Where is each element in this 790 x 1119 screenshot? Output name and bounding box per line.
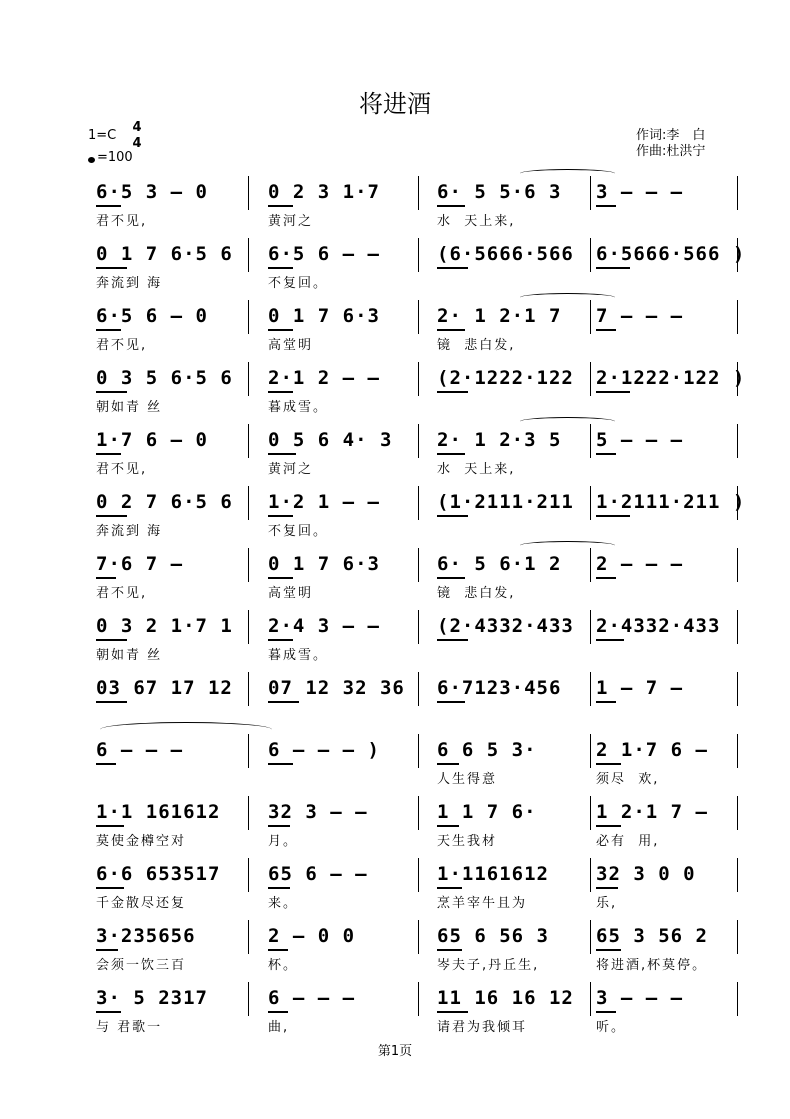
- composer: 作曲:杜洪宁: [636, 144, 706, 159]
- measure-lyrics: 镜 悲白发,: [437, 338, 516, 353]
- measure-lyrics: 水 天上来,: [437, 462, 516, 477]
- measure-lyrics: 烹羊宰牛且为: [437, 896, 528, 911]
- measure-notes: 2 – – –: [596, 553, 684, 575]
- beam-underline: [596, 515, 630, 517]
- key-signature: 1=C: [88, 128, 117, 143]
- measure-notes: 6 – – – ): [268, 739, 380, 761]
- measure-notes: 2·4332·433: [596, 615, 721, 637]
- measure-notes: 0 2 3 1·7: [268, 181, 380, 203]
- barline: [248, 424, 249, 458]
- barline: [737, 858, 738, 892]
- measure-notes: 1·2 1 – –: [268, 491, 380, 513]
- barline: [418, 362, 419, 396]
- tie-arc: [520, 293, 615, 302]
- staff-row: [0, 610, 790, 672]
- barline: [248, 486, 249, 520]
- beam-underline: [437, 1011, 468, 1013]
- measure-notes: 1 – 7 –: [596, 677, 684, 699]
- beam-underline: [596, 205, 616, 207]
- barline: [590, 424, 591, 458]
- staff-row: [0, 176, 790, 238]
- beam-underline: [96, 329, 121, 331]
- staff-row: [0, 300, 790, 362]
- staff-row: [0, 486, 790, 548]
- measure-notes: 6·5 6 – –: [268, 243, 380, 265]
- measure-notes: 6·5666·566 ): [596, 243, 746, 265]
- measure-notes: 32 3 – –: [268, 801, 368, 823]
- measure-notes: 6·5 6 – 0: [96, 305, 208, 327]
- barline: [737, 672, 738, 706]
- beam-underline: [437, 205, 465, 207]
- measure-lyrics: 不复回。: [268, 276, 329, 291]
- measure-notes: 0 3 5 6·5 6: [96, 367, 233, 389]
- measure-notes: 1·1161612: [437, 863, 549, 885]
- barline: [418, 176, 419, 210]
- barline: [590, 796, 591, 830]
- barline: [737, 610, 738, 644]
- measure-lyrics: 奔流到 海: [96, 524, 163, 539]
- measure-notes: 2·1 2 – –: [268, 367, 380, 389]
- beam-underline: [96, 1011, 121, 1013]
- beam-underline: [268, 887, 290, 889]
- beam-underline: [268, 267, 293, 269]
- beam-underline: [96, 453, 121, 455]
- measure-notes: 0 1 7 6·3: [268, 305, 380, 327]
- beam-underline: [437, 515, 468, 517]
- barline: [248, 238, 249, 272]
- barline: [248, 672, 249, 706]
- measure-notes: 1·2111·211 ): [596, 491, 746, 513]
- barline: [248, 610, 249, 644]
- beam-underline: [596, 639, 624, 641]
- staff-row: [0, 424, 790, 486]
- staff-row: [0, 858, 790, 920]
- measure-notes: 0 1 7 6·5 6: [96, 243, 233, 265]
- measure-notes: 1·7 6 – 0: [96, 429, 208, 451]
- measure-lyrics: 须尽 欢,: [596, 772, 660, 787]
- beam-underline: [96, 763, 116, 765]
- barline: [248, 548, 249, 582]
- tempo-value: =100: [97, 150, 133, 165]
- beam-underline: [268, 1011, 288, 1013]
- meter-top: 4: [132, 120, 142, 135]
- beam-underline: [96, 639, 127, 641]
- tie-arc: [100, 722, 272, 737]
- measure-lyrics: 镜 悲白发,: [437, 586, 516, 601]
- barline: [418, 734, 419, 768]
- beam-underline: [596, 453, 616, 455]
- barline: [248, 858, 249, 892]
- measure-notes: 6 – – –: [268, 987, 356, 1009]
- barline: [590, 672, 591, 706]
- barline: [590, 176, 591, 210]
- barline: [737, 300, 738, 334]
- staff-row: [0, 734, 790, 796]
- barline: [590, 610, 591, 644]
- beam-underline: [437, 763, 459, 765]
- beam-underline: [268, 453, 296, 455]
- measure-lyrics: 暮成雪。: [268, 400, 329, 415]
- measure-lyrics: 君不见,: [96, 338, 148, 353]
- beam-underline: [96, 577, 116, 579]
- beam-underline: [437, 701, 465, 703]
- song-title: 将进酒: [359, 90, 431, 118]
- measure-notes: 7 – – –: [596, 305, 684, 327]
- measure-notes: 0 1 7 6·3: [268, 553, 380, 575]
- staff-row: [0, 796, 790, 858]
- barline: [737, 548, 738, 582]
- barline: [418, 548, 419, 582]
- beam-underline: [596, 267, 630, 269]
- measure-lyrics: 乐,: [596, 896, 618, 911]
- barline: [737, 734, 738, 768]
- measure-lyrics: 朝如青 丝: [96, 648, 163, 663]
- page-number: 第1页: [377, 1044, 413, 1059]
- measure-notes: (6·5666·566: [437, 243, 574, 265]
- beam-underline: [437, 949, 462, 951]
- measure-notes: 1·1 161612: [96, 801, 221, 823]
- tie-arc: [520, 417, 615, 426]
- beam-underline: [268, 515, 293, 517]
- measure-notes: 6·5 3 – 0: [96, 181, 208, 203]
- beam-underline: [96, 515, 127, 517]
- beam-underline: [437, 391, 468, 393]
- barline: [418, 982, 419, 1016]
- measure-notes: (2·4332·433: [437, 615, 574, 637]
- beam-underline: [96, 701, 127, 703]
- measure-notes: 65 3 56 2: [596, 925, 708, 947]
- measure-notes: 11 16 16 12: [437, 987, 574, 1009]
- measure-lyrics: 黄河之: [268, 214, 314, 229]
- barline: [248, 300, 249, 334]
- beam-underline: [437, 639, 468, 641]
- measure-notes: 2 – 0 0: [268, 925, 356, 947]
- barline: [418, 920, 419, 954]
- barline: [590, 858, 591, 892]
- beam-underline: [268, 577, 293, 579]
- beam-underline: [268, 763, 293, 765]
- measure-lyrics: 不复回。: [268, 524, 329, 539]
- barline: [418, 424, 419, 458]
- measure-lyrics: 人生得意: [437, 772, 498, 787]
- beam-underline: [437, 577, 465, 579]
- measure-lyrics: 朝如青 丝: [96, 400, 163, 415]
- beam-underline: [437, 453, 465, 455]
- beam-underline: [96, 887, 124, 889]
- barline: [737, 982, 738, 1016]
- tempo-marking: [88, 150, 133, 165]
- barline: [418, 858, 419, 892]
- measure-notes: (2·1222·122: [437, 367, 574, 389]
- staff-row: [0, 920, 790, 982]
- measure-notes: 0 3 2 1·7 1: [96, 615, 233, 637]
- beam-underline: [268, 329, 293, 331]
- beam-underline: [596, 701, 616, 703]
- barline: [737, 176, 738, 210]
- measure-notes: 6· 5 6·1 2: [437, 553, 562, 575]
- beam-underline: [96, 825, 124, 827]
- measure-lyrics: 君不见,: [96, 586, 148, 601]
- tie-arc: [520, 541, 615, 550]
- measure-notes: 65 6 56 3: [437, 925, 549, 947]
- measure-lyrics: 水 天上来,: [437, 214, 516, 229]
- barline: [590, 982, 591, 1016]
- measure-notes: 2· 1 2·1 7: [437, 305, 562, 327]
- measure-lyrics: 曲,: [268, 1020, 290, 1035]
- barline: [590, 300, 591, 334]
- barline: [248, 176, 249, 210]
- barline: [737, 424, 738, 458]
- measure-lyrics: 必有 用,: [596, 834, 660, 849]
- barline: [737, 920, 738, 954]
- barline: [737, 796, 738, 830]
- measure-lyrics: 与 君歌一: [96, 1020, 163, 1035]
- measure-notes: 03 67 17 12: [96, 677, 233, 699]
- measure-notes: 6 6 5 3·: [437, 739, 537, 761]
- measure-lyrics: 莫使金樽空对: [96, 834, 187, 849]
- barline: [590, 486, 591, 520]
- measure-lyrics: 天生我材: [437, 834, 498, 849]
- measure-notes: 2·1222·122 ): [596, 367, 746, 389]
- beam-underline: [268, 639, 293, 641]
- measure-notes: 6· 5 5·6 3: [437, 181, 562, 203]
- measure-notes: 1 2·1 7 –: [596, 801, 708, 823]
- measure-lyrics: 暮成雪。: [268, 648, 329, 663]
- measure-notes: 5 – – –: [596, 429, 684, 451]
- beam-underline: [96, 205, 121, 207]
- beam-underline: [437, 329, 465, 331]
- beam-underline: [437, 887, 462, 889]
- measure-lyrics: 将进酒,杯莫停。: [596, 958, 708, 973]
- staff-row: [0, 238, 790, 300]
- beam-underline: [268, 701, 299, 703]
- measure-lyrics: 月。: [268, 834, 299, 849]
- measure-lyrics: 请君为我倾耳: [437, 1020, 528, 1035]
- measure-notes: 2· 1 2·3 5: [437, 429, 562, 451]
- credits: [636, 128, 705, 160]
- barline: [418, 486, 419, 520]
- beam-underline: [268, 391, 293, 393]
- barline: [248, 920, 249, 954]
- measure-notes: 6 – – –: [96, 739, 184, 761]
- measure-notes: 3 – – –: [596, 181, 684, 203]
- barline: [418, 610, 419, 644]
- barline: [248, 982, 249, 1016]
- measure-notes: 0 2 7 6·5 6: [96, 491, 233, 513]
- beam-underline: [596, 1011, 616, 1013]
- beam-underline: [596, 577, 616, 579]
- barline: [590, 548, 591, 582]
- measure-lyrics: 听。: [596, 1020, 627, 1035]
- barline: [418, 796, 419, 830]
- measure-notes: 2 1·7 6 –: [596, 739, 708, 761]
- measure-lyrics: 高堂明: [268, 586, 314, 601]
- barline: [418, 238, 419, 272]
- measure-notes: 65 6 – –: [268, 863, 368, 885]
- beam-underline: [596, 887, 618, 889]
- barline: [590, 734, 591, 768]
- staff-row: [0, 982, 790, 1044]
- measure-notes: 6·6 653517: [96, 863, 221, 885]
- measure-notes: 2·4 3 – –: [268, 615, 380, 637]
- measure-lyrics: 黄河之: [268, 462, 314, 477]
- measure-lyrics: 千金散尽还复: [96, 896, 187, 911]
- measure-notes: 1 1 7 6·: [437, 801, 537, 823]
- measure-notes: 3 – – –: [596, 987, 684, 1009]
- measure-notes: 3·235656: [96, 925, 196, 947]
- barline: [418, 672, 419, 706]
- measure-lyrics: 杯。: [268, 958, 299, 973]
- beam-underline: [596, 825, 621, 827]
- quarter-note-icon: [88, 157, 95, 163]
- measure-notes: 7·6 7 –: [96, 553, 184, 575]
- meter-bottom: 4: [132, 136, 142, 151]
- barline: [590, 920, 591, 954]
- measure-notes: 6·7123·456: [437, 677, 562, 699]
- measure-lyrics: 君不见,: [96, 214, 148, 229]
- barline: [248, 796, 249, 830]
- measure-lyrics: 岑夫子,丹丘生,: [437, 958, 540, 973]
- measure-lyrics: 高堂明: [268, 338, 314, 353]
- measure-notes: 0 5 6 4· 3: [268, 429, 393, 451]
- beam-underline: [96, 267, 127, 269]
- beam-underline: [268, 949, 288, 951]
- beam-underline: [268, 825, 290, 827]
- beam-underline: [437, 825, 459, 827]
- time-signature: [130, 120, 144, 152]
- beam-underline: [596, 949, 621, 951]
- measure-lyrics: 奔流到 海: [96, 276, 163, 291]
- beam-underline: [596, 391, 630, 393]
- barline: [590, 238, 591, 272]
- tie-arc: [520, 169, 615, 178]
- measure-notes: 32 3 0 0: [596, 863, 696, 885]
- beam-underline: [596, 329, 616, 331]
- lyricist: 作词:李 白: [636, 128, 706, 143]
- barline: [418, 300, 419, 334]
- barline: [248, 362, 249, 396]
- beam-underline: [596, 763, 621, 765]
- barline: [248, 734, 249, 768]
- measure-lyrics: 会须一饮三百: [96, 958, 187, 973]
- beam-underline: [96, 391, 127, 393]
- measure-notes: (1·2111·211: [437, 491, 574, 513]
- barline: [590, 362, 591, 396]
- beam-underline: [268, 205, 293, 207]
- measure-lyrics: 来。: [268, 896, 299, 911]
- measure-notes: 3· 5 2317: [96, 987, 208, 1009]
- staff-row: [0, 548, 790, 610]
- measure-notes: 07 12 32 36: [268, 677, 405, 699]
- beam-underline: [437, 267, 468, 269]
- beam-underline: [96, 949, 118, 951]
- staff-row: [0, 362, 790, 424]
- measure-lyrics: 君不见,: [96, 462, 148, 477]
